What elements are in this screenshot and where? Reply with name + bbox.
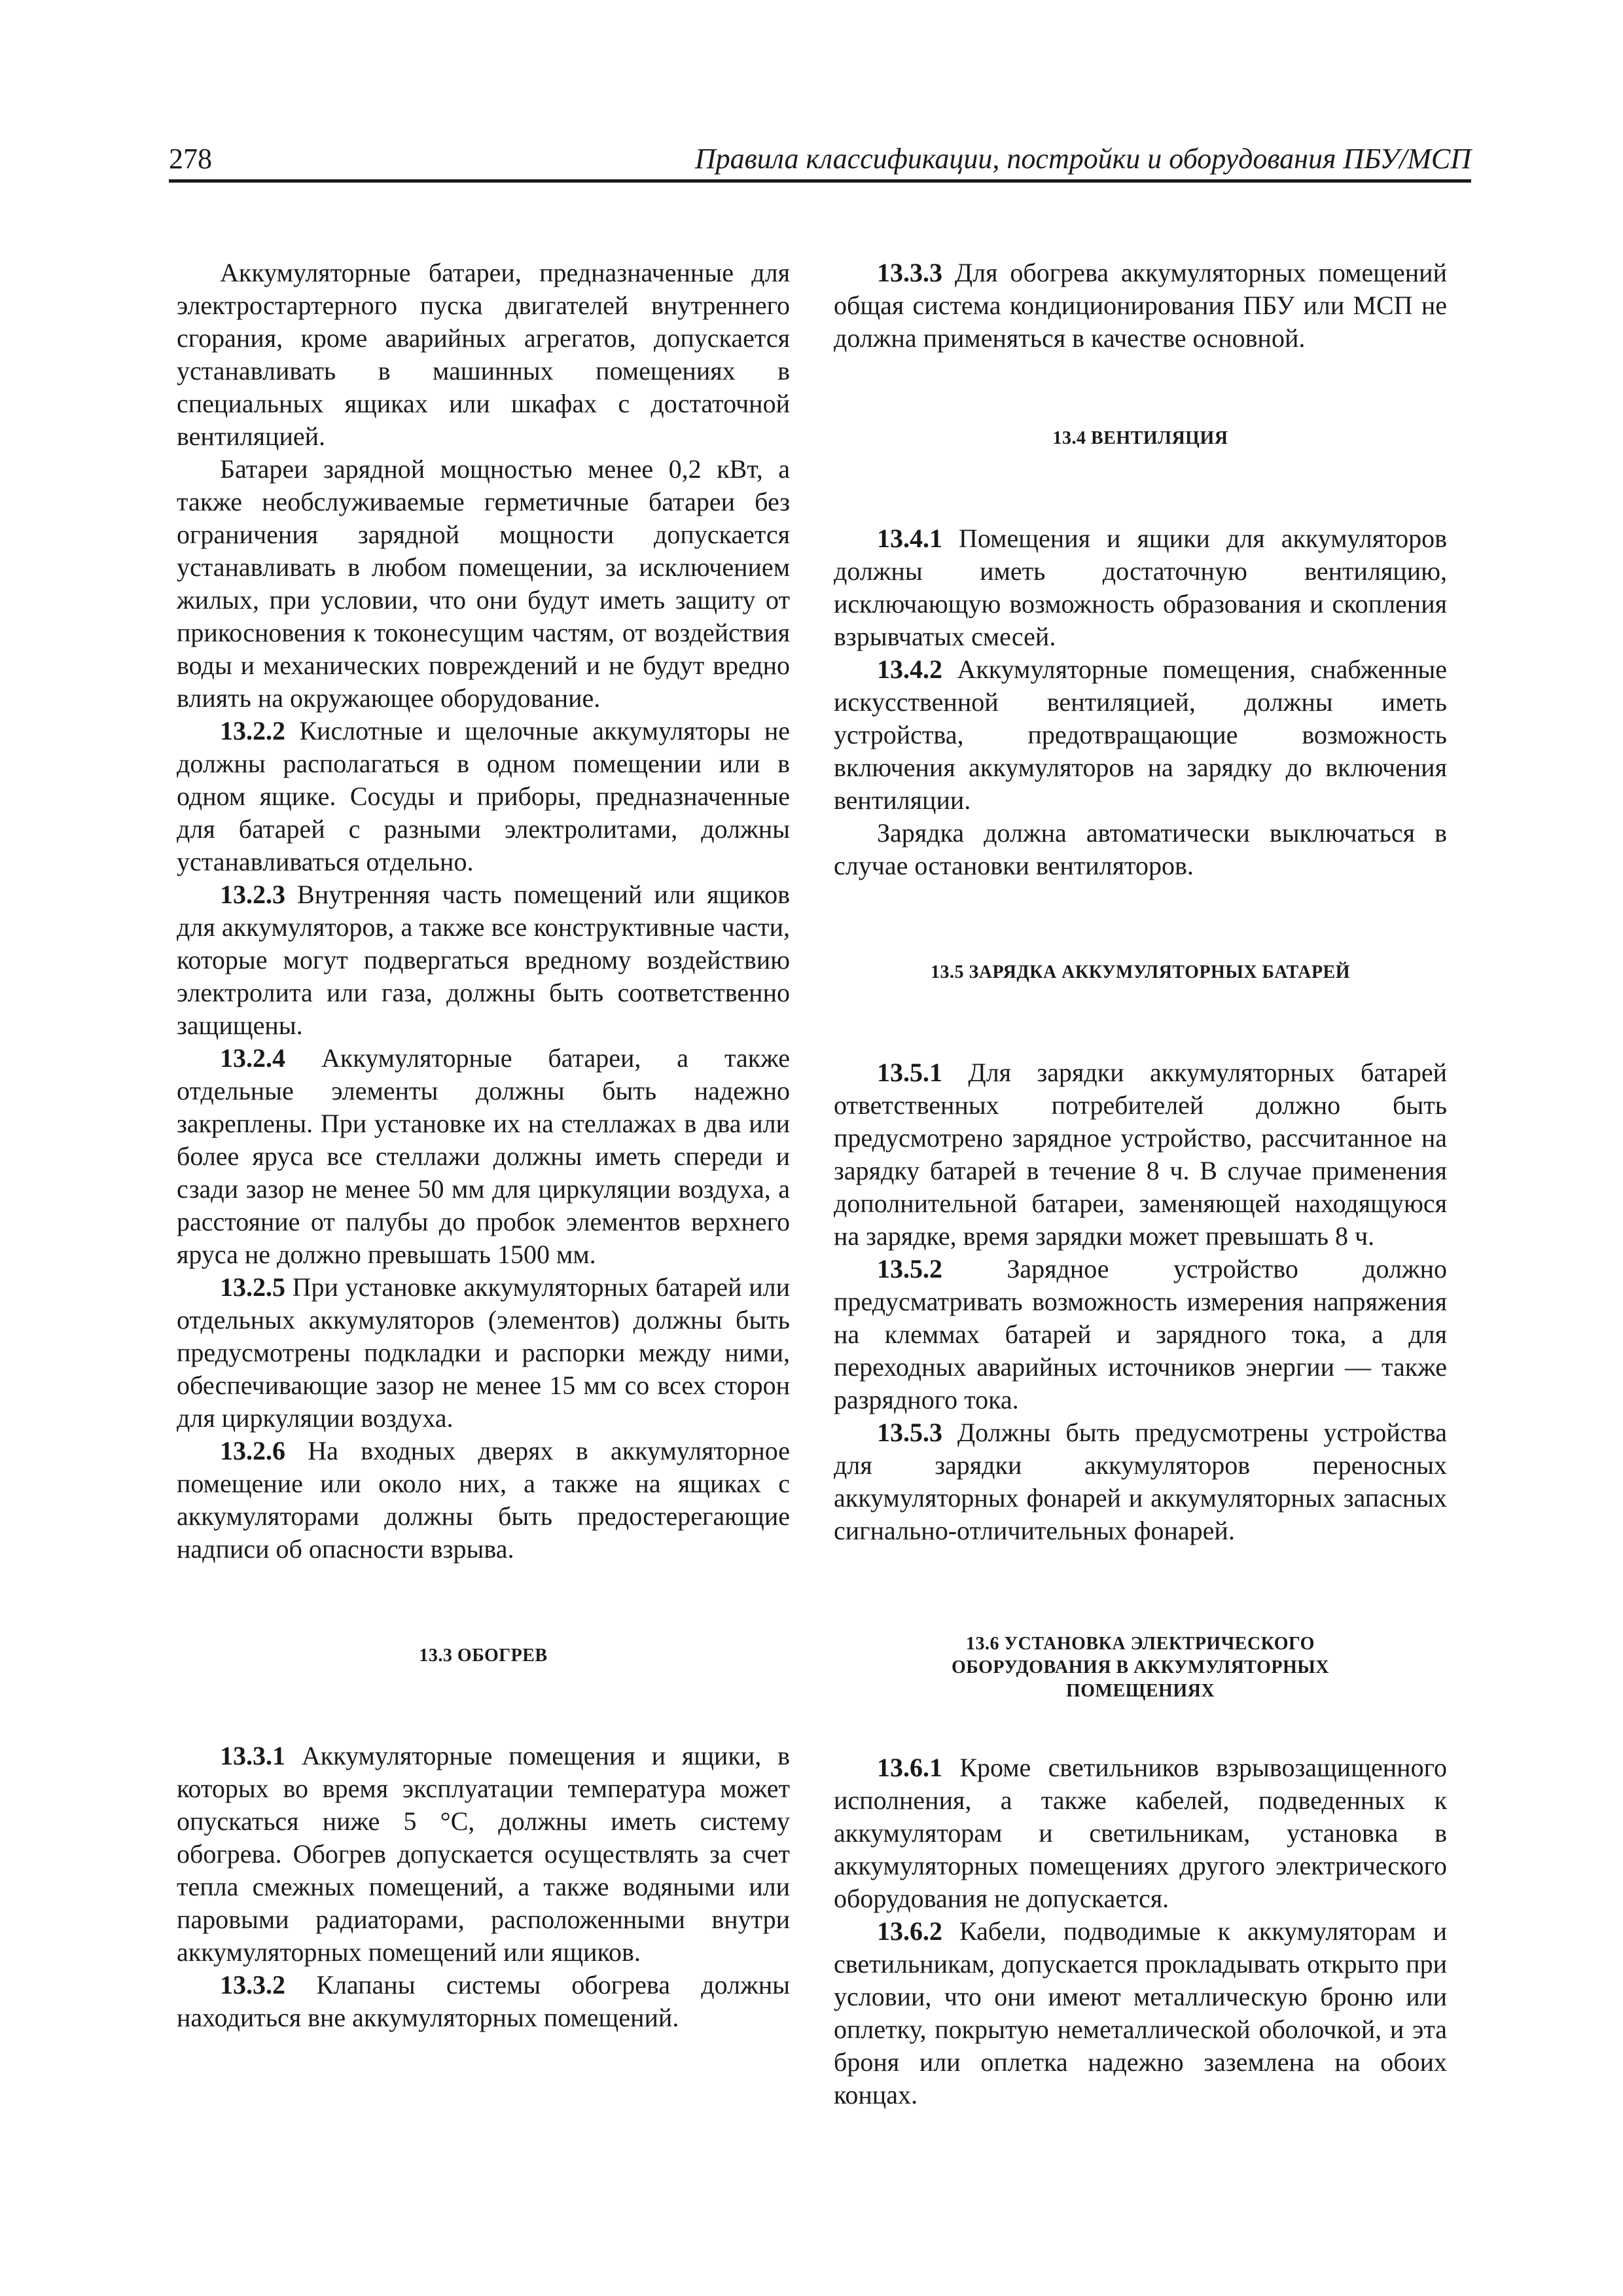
clause-number: 13.2.5 — [220, 1272, 285, 1302]
clause-number: 13.5.2 — [877, 1254, 942, 1283]
clause-text: Аккумуляторные помещения, снабженные искусственной вентиляцией, должны иметь устройства, предотвращающие возможность включения аккумуляторов на зарядку до включения вентиляции. — [834, 655, 1447, 815]
clause-text: При установке аккумуляторных батарей или отдельных аккумуляторов (элементов) должны быть предусмотрены подкладки и распорки между ними, обеспечивающие зазор не менее 15 мм со всех сторон для циркуляции воздуха. — [177, 1272, 791, 1433]
clause-number: 13.2.2 — [220, 716, 285, 745]
clause-text: Помещения и ящики для аккумуляторов должны иметь достаточную вентиляцию, исключающую возможность образования и скопления взрывчатых смесей. — [834, 524, 1447, 651]
clause-number: 13.5.1 — [877, 1058, 942, 1087]
clause-text: Должны быть предусмотрены устройства для зарядки аккумуляторов переносных аккумуляторных фонарей и аккумуляторных запасных сигнально-отличительных фонарей. — [834, 1418, 1448, 1545]
clause-13-2-5 — [177, 1271, 790, 1435]
clause-13-2-4 — [177, 1042, 790, 1271]
clause-text: Для зарядки аккумуляторных батарей ответственных потребителей должно быть предусмотрено зарядное устройство, рассчитанное на зарядку батарей в течение 8 ч. В случае применения дополнительной батареи, заменяющей находящуюся на зарядке, время зарядки может превышать 8 ч. — [834, 1058, 1448, 1251]
clause-text: Аккумуляторные помещения и ящики, в которых во время эксплуатации температура может опускаться ниже 5 °С, должны иметь систему обогрева. Обогрев допускается осуществлять за счет тепла смежных помещений, а также водяными или паровыми радиаторами, расположенными внутри аккумуляторных помещений или ящиков. — [177, 1741, 790, 1967]
clause-13-3-1 — [177, 1740, 790, 1969]
clause-text: Внутренняя часть помещений или ящиков для аккумуляторов, а также все конструктивные части, которые могут подвергаться вредному воздействию электролита или газа, должны быть соответственно защищены. — [177, 880, 790, 1040]
section-heading-13-6: 13.6 УСТАНОВКА ЭЛЕКТРИЧЕСКОГО ОБОРУДОВАНИЯ В АККУМУЛЯТОРНЫХ ПОМЕЩЕНИЯХ — [951, 1634, 1329, 1701]
section-heading-13-5: 13.5 ЗАРЯДКА АККУМУЛЯТОРНЫХ БАТАРЕЙ — [930, 962, 1351, 982]
section-heading-13-4: 13.4 ВЕНТИЛЯЦИЯ — [1052, 428, 1228, 448]
clause-number: 13.3.2 — [220, 1970, 285, 2000]
clause-text: На входных дверях в аккумуляторное помещение или около них, а также на ящиках с аккумуляторами должны быть предостерегающие надписи об опасности взрыва. — [177, 1436, 791, 1564]
clause-text: Кислотные и щелочные аккумуляторы не должны располагаться в одном помещении или в одном ящике. Сосуды и приборы, предназначенные для батарей с разными электролитами, должны устанавливаться отдельно. — [177, 716, 791, 876]
clause-13-2-3 — [177, 878, 790, 1042]
clause-13-5-1 — [834, 1056, 1447, 1253]
clause-13-3-3 — [834, 257, 1447, 355]
clause-number: 13.4.2 — [877, 655, 942, 684]
page-number: 278 — [169, 143, 212, 175]
clause-text: Клапаны системы обогрева должны находиться вне аккумуляторных помещений. — [177, 1970, 790, 2032]
clause-text: Зарядное устройство должно предусматривать возможность измерения напряжения на клеммах батарей и зарядного тока, а для переходных аварийных источников энергии — также разрядного тока. — [834, 1254, 1448, 1414]
clause-number: 13.2.4 — [220, 1043, 285, 1073]
clause-13-5-3 — [834, 1416, 1447, 1547]
clause-13-4-1 — [834, 522, 1447, 653]
clause-number: 13.5.3 — [877, 1418, 942, 1447]
clause-13-2-2 — [177, 715, 790, 878]
clause-13-4-2 — [834, 653, 1447, 817]
clause-text: Для обогрева аккумуляторных помещений общая система кондиционирования ПБУ или МСП не должна применяться в качестве основной. — [834, 258, 1447, 353]
clause-13-6-1 — [834, 1751, 1447, 1915]
clause-number: 13.2.6 — [220, 1436, 285, 1465]
clause-13-2-6 — [177, 1435, 790, 1566]
paragraph: Батареи зарядной мощностью менее 0,2 кВт, а также необслуживаемые герметичные батареи без ограничения зарядной мощности допускается устанавливать в любом помещении, за исключением жилых, при условии, что они будут иметь защиту от прикосновения к токонесущим частям, от воздействия воды и механических повреждений и не будут вредно влиять на окружающее оборудование. — [177, 454, 790, 713]
clause-text: Кроме светильников взрывозащищенного исполнения, а также кабелей, подведенных к аккумуляторам и светильникам, установка в аккумуляторных помещениях другого электрического оборудования не допускается. — [834, 1753, 1447, 1913]
clause-number: 13.6.2 — [877, 1916, 942, 1946]
clause-number: 13.6.1 — [877, 1753, 942, 1782]
clause-number: 13.3.3 — [877, 258, 942, 287]
clause-number: 13.3.1 — [220, 1741, 285, 1770]
page-header — [169, 140, 1471, 183]
paragraph: Аккумуляторные батареи, предназначенные для электростартерного пуска двигателей внутреннего сгорания, кроме аварийных агрегатов, допускается устанавливать в машинных помещениях в специальных ящиках или шкафах с достаточной вентиляцией. — [177, 258, 790, 451]
clause-13-6-2 — [834, 1915, 1447, 2111]
section-heading-13-3: 13.3 ОБОГРЕВ — [419, 1645, 548, 1666]
right-column — [834, 257, 1447, 2111]
clause-13-5-2 — [834, 1253, 1447, 1416]
clause-number: 13.2.3 — [220, 880, 285, 909]
clause-text: Кабели, подводимые к аккумуляторам и светильникам, допускается прокладывать открыто при условии, что они имеют металлическую броню или оплетку, покрытую неметаллической оболочкой, и эта броня или оплетка надежно заземлена на обоих концах. — [834, 1916, 1447, 2109]
running-title: Правила классификации, постройки и оборудования ПБУ/МСП — [694, 143, 1471, 175]
paragraph: Зарядка должна автоматически выключаться в случае остановки вентиляторов. — [834, 818, 1447, 880]
clause-text: Аккумуляторные батареи, а также отдельные элементы должны быть надежно закреплены. При установке их на стеллажах в два или более яруса все стеллажи должны иметь спереди и сзади зазор не менее 50 мм для циркуляции воздуха, а расстояние от палубы до пробок элементов верхнего яруса не должно превышать 1500 мм. — [177, 1043, 791, 1269]
clause-number: 13.4.1 — [877, 524, 942, 553]
left-column — [177, 257, 790, 2034]
clause-13-3-2 — [177, 1969, 790, 2034]
